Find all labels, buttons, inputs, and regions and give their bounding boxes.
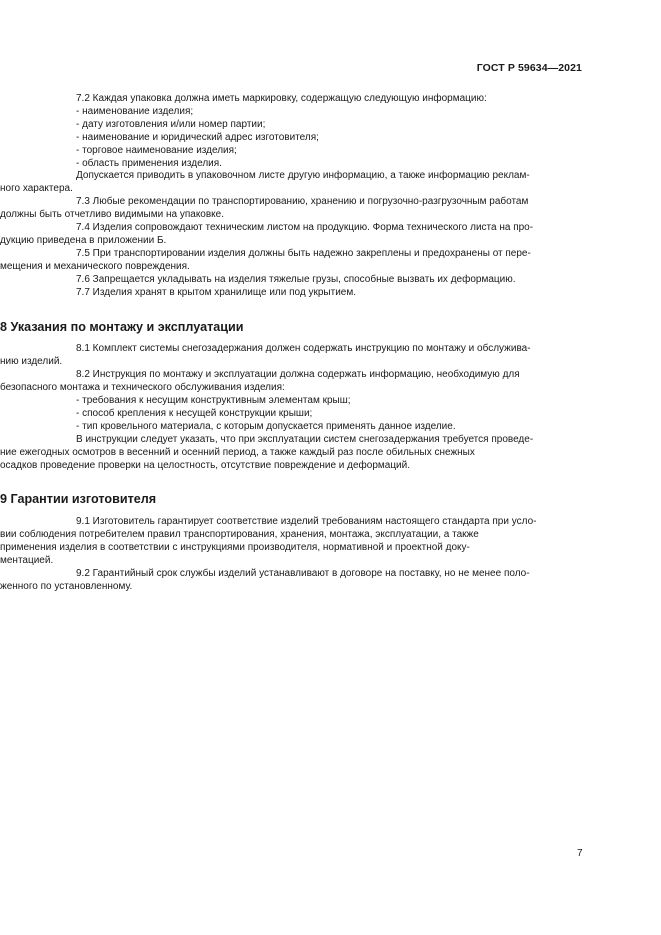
paragraph-instruction-line	[0, 459, 584, 473]
paragraph-continuation: мещения и механического повреждения.	[0, 260, 190, 272]
paragraph-instruction-line	[0, 446, 584, 460]
paragraph-allow-line: Допускается приводить в упаковочном листе другую информацию, а также информацию реклам-	[76, 170, 530, 182]
paragraph-7-3-line	[0, 209, 584, 222]
paragraph-8-1-line	[0, 356, 584, 369]
paragraph-9-1-line	[0, 555, 584, 568]
list-item: - наименование изделия;	[76, 105, 194, 117]
paragraph-9-1-line: 9.1 Изготовитель гарантирует соответствие изделий требованиям настоящего стандарта при усло-	[76, 516, 537, 528]
paragraph-9-1-line	[0, 542, 584, 555]
section-9	[0, 516, 584, 593]
paragraph-continuation: дукцию приведена в приложении Б.	[0, 234, 167, 246]
paragraph-7-3-line: 7.3 Любые рекомендации по транспортированию, хранению и погрузочно-разгрузочным работам	[76, 196, 529, 208]
paragraph-continuation: ментацией.	[0, 555, 54, 567]
paragraph-8-1-line: 8.1 Комплект системы снегозадержания должен содержать инструкцию по монтажу и обслужива-	[76, 343, 531, 355]
paragraph-continuation: ние ежегодных осмотров в весенний и осенний период, а также каждый раз после обильных снежных	[0, 446, 475, 458]
list-item: - дату изготовления и/или номер партии;	[76, 118, 266, 130]
section-7	[0, 93, 584, 300]
paragraph-7-7: 7.7 Изделия хранят в крытом хранилище или под укрытием.	[76, 286, 356, 298]
paragraph-9-1-line	[0, 529, 584, 542]
list-item: - требования к несущим конструктивным элементам крыш;	[76, 395, 351, 407]
paragraph-continuation: нию изделий.	[0, 356, 63, 368]
paragraph-continuation: осадков проведение проверки на целостность, отсутствие повреждение и деформаций.	[0, 459, 411, 471]
paragraph-continuation: безопасного монтажа и технического обслуживания изделия:	[0, 382, 285, 394]
paragraph-7-5-line: 7.5 При транспортировании изделия должны быть надежно закреплены и предохранены от пере-	[76, 247, 531, 259]
paragraph-7-4-line	[0, 234, 584, 248]
paragraph-7-6: 7.6 Запрещается укладывать на изделия тяжелые грузы, способные вызвать их деформацию.	[76, 273, 516, 285]
standard-code: ГОСТ Р 59634—2021	[476, 62, 582, 74]
list-item: - тип кровельного материала, с которым допускается применять данное изделие.	[76, 420, 456, 432]
paragraph-allow-line	[0, 183, 584, 196]
paragraph-7-5-line	[0, 260, 584, 274]
document-body	[0, 93, 584, 594]
page-number: 7	[577, 848, 583, 859]
paragraph-instruction-line: В инструкции следует указать, что при эксплуатации систем снегозадержания требуется проведе-	[76, 433, 534, 445]
paragraph-continuation: ного характера.	[0, 183, 73, 195]
paragraph-continuation: вии соблюдения потребителем правил транспортирования, хранения, монтажа, эксплуатации, а также	[0, 529, 479, 541]
list-item: - способ крепления к несущей конструкции крыши;	[76, 407, 313, 419]
section-9-title: 9 Гарантии изготовителя	[0, 492, 157, 507]
paragraph-9-2-line: 9.2 Гарантийный срок службы изделий устанавливают в договоре на поставку, но не менее поло-	[76, 568, 530, 579]
paragraph-7-4-line: 7.4 Изделия сопровождают техническим листом на продукцию. Форма технического листа на про-	[76, 222, 534, 234]
paragraph-continuation: должны быть отчетливо видимыми на упаковке.	[0, 209, 225, 221]
paragraph-8-2-line	[0, 382, 584, 395]
paragraph-8-2-line: 8.2 Инструкция по монтажу и эксплуатации должна содержать информацию, необходимую для	[76, 369, 520, 381]
section-8-title: 8 Указания по монтажу и эксплуатации	[0, 319, 244, 334]
paragraph-9-2-line	[0, 580, 584, 594]
paragraph-continuation: женного по установленному.	[0, 580, 133, 592]
paragraph-continuation: применения изделия в соответствии с инструкциями производителя, нормативной и проектной доку-	[0, 542, 470, 554]
list-item: - торговое наименование изделия;	[76, 144, 237, 156]
paragraph-7-2: 7.2 Каждая упаковка должна иметь маркировку, содержащую следующую информацию:	[76, 93, 487, 104]
list-item: - область применения изделия.	[76, 157, 222, 169]
section-8	[0, 343, 584, 472]
list-item: - наименование и юридический адрес изготовителя;	[76, 131, 319, 143]
